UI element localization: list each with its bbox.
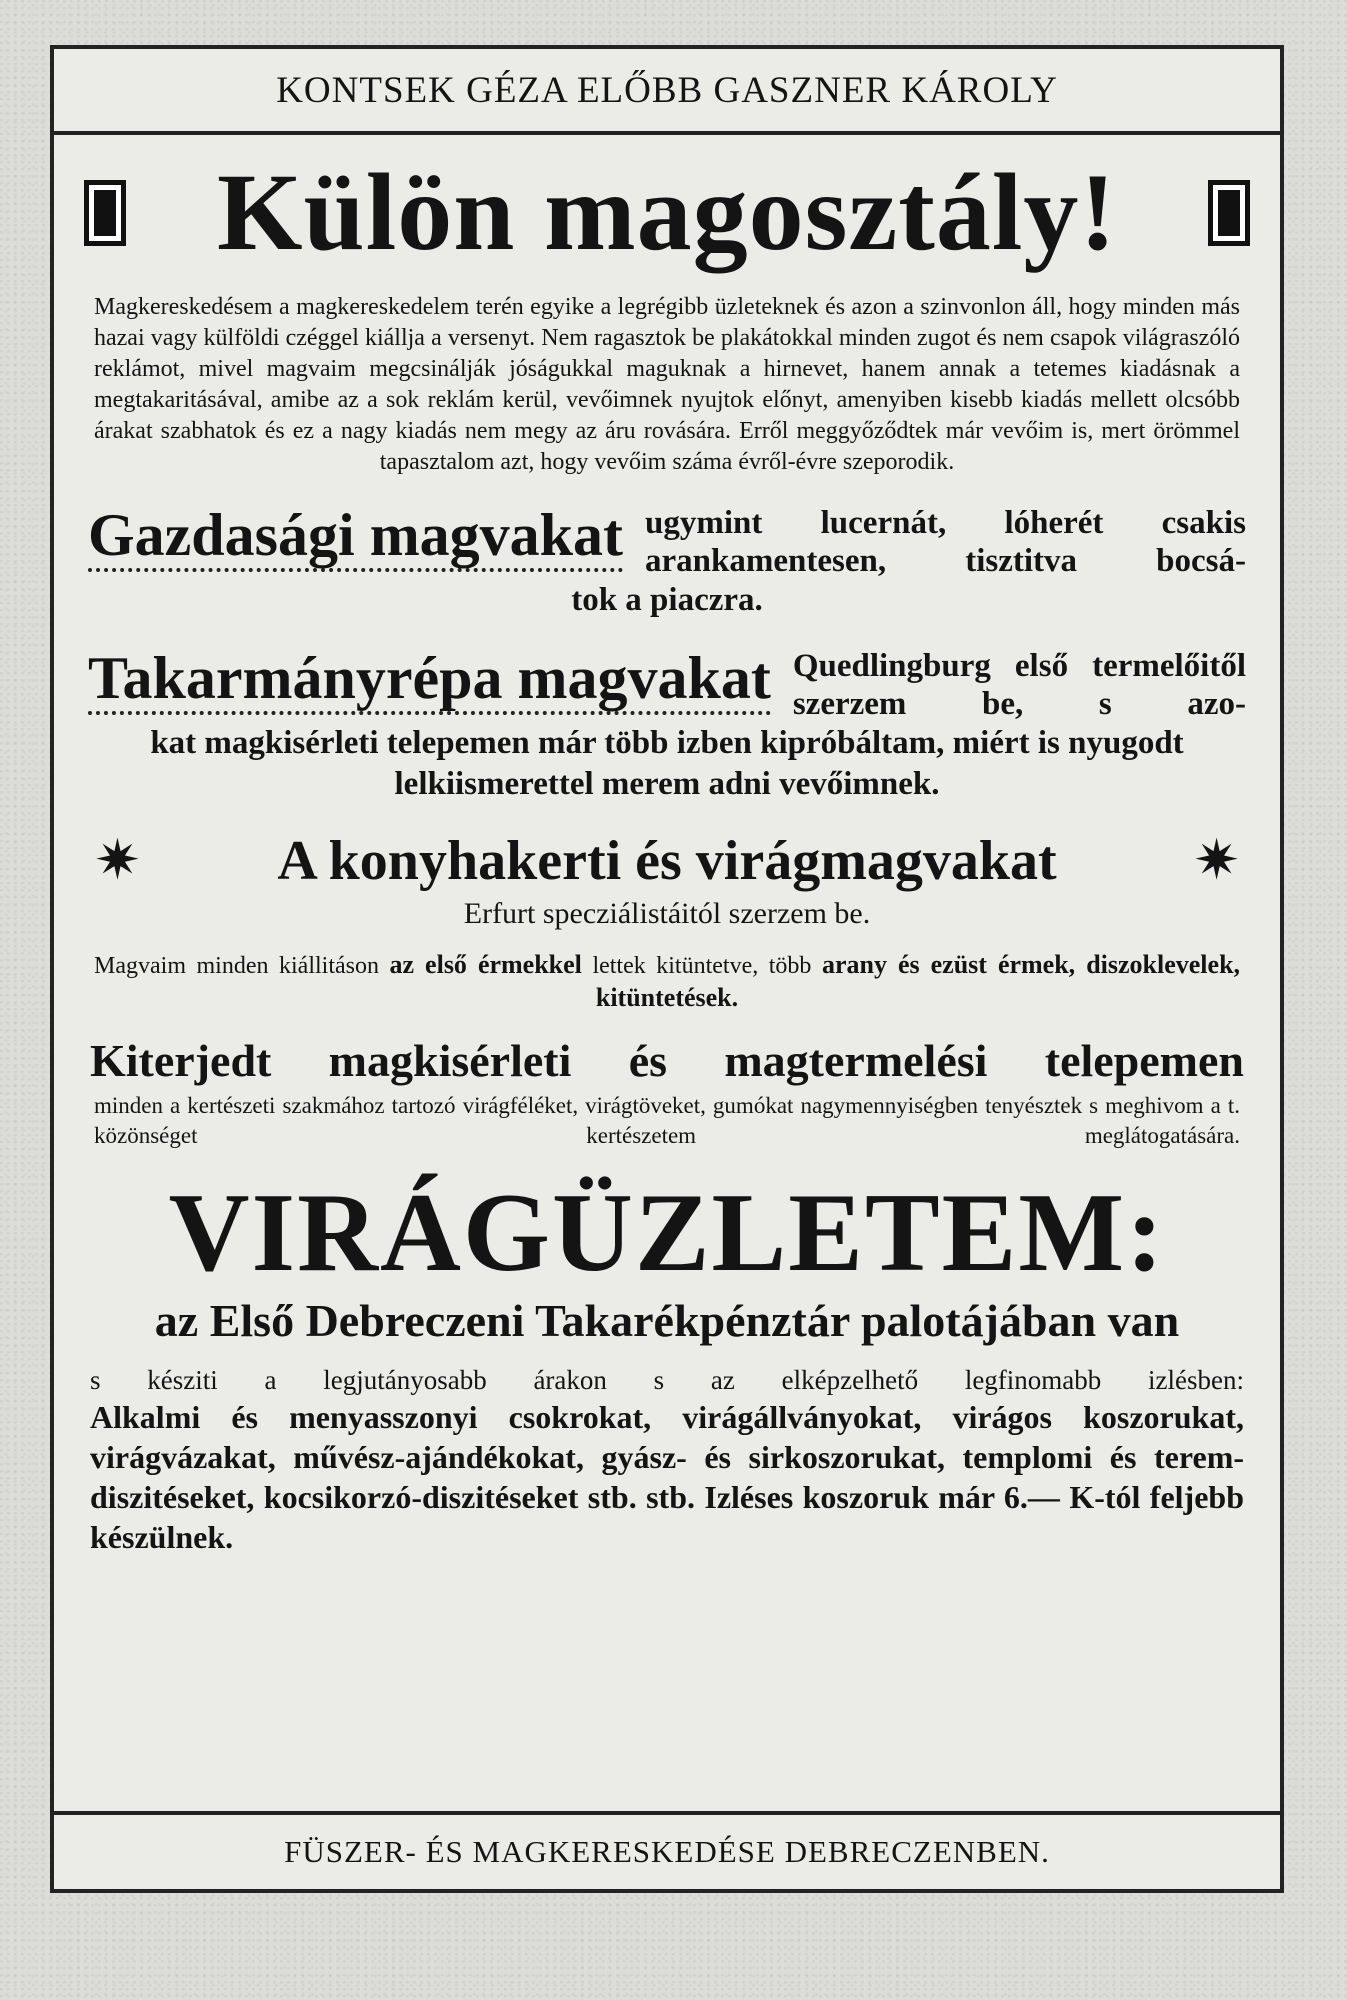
konyha-row xyxy=(94,829,1240,893)
footer-bar xyxy=(54,1811,1280,1889)
square-ornament-left-icon xyxy=(84,180,126,246)
virag-intro-text: s késziti a legjutányosabb árakon s az elképzelhető legfinomabb izlésben: xyxy=(90,1365,1244,1395)
virag-headline: VIRÁGÜZLETEM: xyxy=(168,1171,1166,1295)
company-header xyxy=(54,49,1280,135)
intro-paragraph: Magkereskedésem a magkereskedelem terén egyike a legrégibb üzleteknek és azon a szinvonlon áll, hogy minden más hazai vagy külföldi czéggel kiállja a versenyt. Nem ragasztok be plakátokkal minden zugot és nem csapok világraszóló reklámot, mivel magvaim megcsinálják jóságukkal maguknak a hirnevet, hanem annak a tetemes kiadásnak a megtakaritásával, amibe az a sok reklám kerül, vevőimnek nyujtok előnyt, amenyiben kisebb kiadás mellett olcsóbb árakat szabhatok és ez a nagy kiadás nem megy az áru rovására. Erről meggyőződtek már vevőim is, mert örömmel tapasztalom azt, hogy vevőim száma évről-évre szeporodik. xyxy=(94,294,1240,475)
company-name: KONTSEK GÉZA ELŐBB GASZNER KÁROLY xyxy=(276,69,1058,111)
gazdasagi-title: Gazdasági magvakat xyxy=(88,504,623,572)
konyha-subtitle: Erfurt specziálistáitól szerzem be. xyxy=(463,897,871,930)
advertisement-frame xyxy=(50,45,1284,1893)
star-ornament-left-icon: ✷ xyxy=(94,830,141,892)
takarmany-title: Takarmányrépa magvakat xyxy=(88,647,771,715)
telep-paragraph: minden a kertészeti szakmához tartozó virágféléket, virágtöveket, gumókat nagymennyiségben tenyésztek s meghivom a t. közönséget kertészetem meglátogatására. xyxy=(94,1093,1240,1148)
virag-subheading: az Első Debreczeni Takarékpénztár palotájában van xyxy=(154,1295,1180,1346)
medals-paragraph xyxy=(94,949,1240,1015)
medals-text-2: lettek kitüntetve, több xyxy=(592,953,812,979)
gazdasagi-continuation: tok a piaczra. xyxy=(571,582,763,618)
telep-heading: Kiterjedt magkisérleti és magtermelési telepemen xyxy=(90,1035,1244,1086)
medals-bold-1: az első érmekkel xyxy=(389,950,582,979)
medals-text-1: Magvaim minden kiállitáson xyxy=(94,953,379,979)
medals-bold-2: arany és ezüst érmek, diszoklevelek, kitüntetések. xyxy=(595,950,1241,1012)
square-ornament-right-icon xyxy=(1208,180,1250,246)
takarmany-side-text: Quedlingburg első termelőitől szerzem be, s azo- xyxy=(792,648,1246,722)
headline-title: Külön magosztály! xyxy=(216,151,1118,273)
virag-product-list: Alkalmi és menyasszonyi csokrokat, virágállványokat, virágos koszorukat, virágvázakat, művész-ajándékokat, gyász- és sirkoszorukat, templomi és terem-diszitéseket, kocsikorzó-diszitéseket stb. stb. Izléses koszoruk már 6.— K-tól feljebb készülnek. xyxy=(90,1399,1244,1555)
takarmany-section xyxy=(88,647,1246,805)
gazdasagi-section xyxy=(88,504,1246,621)
gazdasagi-side-text: ugymint lucernát, lóherét csakis arankamentesen, tisztitva bocsá- xyxy=(645,505,1246,579)
footer-text: FÜSZER- ÉS MAGKERESKEDÉSE DEBRECZENBEN. xyxy=(284,1834,1050,1869)
takarmany-continuation: kat magkisérleti telepemen már több izben kipróbáltam, miért is nyugodt lelkiismerettel merem adni vevőimnek. xyxy=(150,725,1184,802)
konyha-title: A konyhakerti és virágmagvakat xyxy=(277,830,1057,892)
star-ornament-right-icon: ✷ xyxy=(1193,830,1240,892)
headline-row xyxy=(54,135,1280,290)
